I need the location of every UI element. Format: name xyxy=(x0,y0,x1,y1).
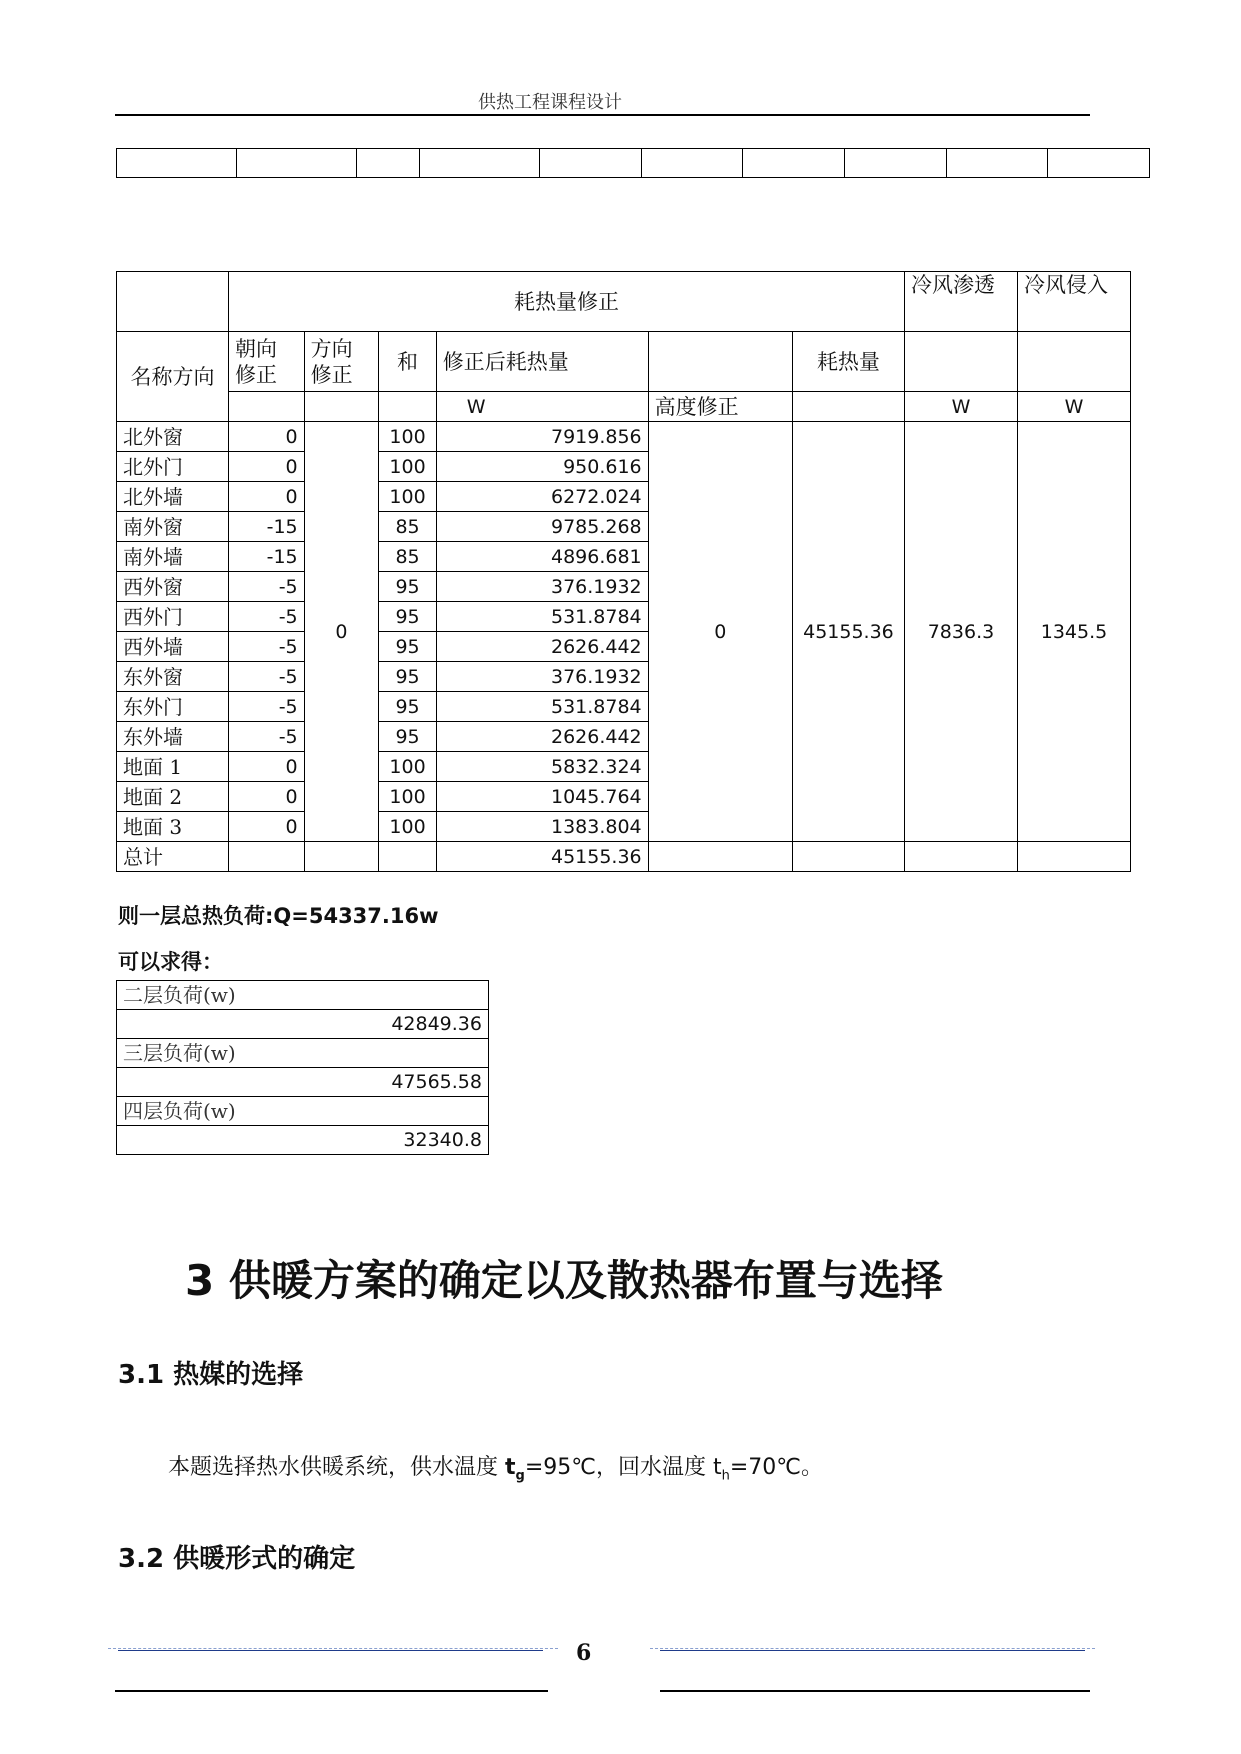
row-corrected-value: 531.8784 xyxy=(436,692,648,722)
row-corrected-value: 376.1932 xyxy=(436,572,648,602)
footer-line-right xyxy=(660,1650,1085,1651)
row-name: 东外墙 xyxy=(117,722,229,752)
row-corrected-value: 1383.804 xyxy=(436,812,648,842)
row-orientation: 0 xyxy=(228,752,304,782)
unit-w-3: W xyxy=(1017,392,1130,422)
floor-label: 三层负荷(w) xyxy=(117,1039,489,1068)
floor-value: 47565.58 xyxy=(117,1068,489,1097)
row-orientation: 0 xyxy=(228,782,304,812)
row-name: 东外窗 xyxy=(117,662,229,692)
para-text: 本题选择热水供暖系统，供水温度 xyxy=(168,1455,505,1480)
th-symbol: t xyxy=(712,1455,722,1480)
height-value: 0 xyxy=(648,422,792,842)
row-name: 西外墙 xyxy=(117,632,229,662)
row-orientation: -15 xyxy=(228,512,304,542)
header-name: 名称方向 xyxy=(117,332,229,422)
row-corrected-value: 5832.324 xyxy=(436,752,648,782)
row-corrected-value: 376.1932 xyxy=(436,662,648,692)
floor-label: 四层负荷(w) xyxy=(117,1097,489,1126)
row-orientation: 0 xyxy=(228,812,304,842)
unit-w-2: W xyxy=(904,392,1017,422)
row-name: 南外墙 xyxy=(117,542,229,572)
row-name: 地面 1 xyxy=(117,752,229,782)
tg-value: =95℃，回水温度 xyxy=(524,1455,713,1480)
row-sum: 100 xyxy=(379,812,437,842)
corner-cell xyxy=(117,272,229,332)
row-sum: 95 xyxy=(379,602,437,632)
row-corrected-value: 2626.442 xyxy=(436,722,648,752)
row-orientation: -5 xyxy=(228,572,304,602)
header-intrusion: 冷风侵入 xyxy=(1017,272,1130,332)
header-correction: 耗热量修正 xyxy=(228,272,904,332)
obtain-label: 可以求得： xyxy=(118,950,223,974)
section-title-3-1: 3.1 热媒的选择 xyxy=(118,1360,304,1390)
direction-value: 0 xyxy=(304,422,379,842)
footer-rule-left xyxy=(115,1690,548,1692)
row-orientation: 0 xyxy=(228,422,304,452)
footer-dash-left xyxy=(108,1648,558,1649)
row-name: 北外墙 xyxy=(117,482,229,512)
heat-rows xyxy=(117,422,1131,842)
th-value: =70℃。 xyxy=(729,1455,824,1480)
heat-value: 45155.36 xyxy=(792,422,904,842)
unit-blank-2 xyxy=(304,392,379,422)
row-sum: 100 xyxy=(379,752,437,782)
row-orientation: -5 xyxy=(228,692,304,722)
floor-load-table xyxy=(116,980,489,1155)
row-orientation: 0 xyxy=(228,452,304,482)
row-orientation: -5 xyxy=(228,662,304,692)
header-rule xyxy=(115,114,1090,116)
floor-value: 32340.8 xyxy=(117,1126,489,1155)
header-blank-2 xyxy=(904,332,1017,392)
unit-blank-4 xyxy=(792,392,904,422)
row-name: 南外窗 xyxy=(117,512,229,542)
infiltration-value: 7836.3 xyxy=(904,422,1017,842)
row-orientation: -5 xyxy=(228,632,304,662)
tg-symbol: t xyxy=(505,1455,516,1480)
row-corrected-value: 950.616 xyxy=(436,452,648,482)
header-sum: 和 xyxy=(379,332,437,392)
heat-table-row xyxy=(117,422,1131,452)
header-direction: 方向修正 xyxy=(304,332,379,392)
row-name: 北外窗 xyxy=(117,422,229,452)
row-name: 北外门 xyxy=(117,452,229,482)
total-label: 总计 xyxy=(117,842,229,872)
row-sum: 100 xyxy=(379,452,437,482)
row-sum: 100 xyxy=(379,422,437,452)
row-corrected-value: 4896.681 xyxy=(436,542,648,572)
row-orientation: -15 xyxy=(228,542,304,572)
floor-label: 二层负荷(w) xyxy=(117,981,489,1010)
row-corrected-value: 6272.024 xyxy=(436,482,648,512)
previous-table-fragment xyxy=(116,148,1150,178)
row-corrected-value: 1045.764 xyxy=(436,782,648,812)
page-number: 6 xyxy=(576,1640,592,1666)
page-header-title: 供热工程课程设计 xyxy=(478,92,622,113)
intrusion-value: 1345.5 xyxy=(1017,422,1130,842)
header-blank xyxy=(648,332,792,392)
row-sum: 95 xyxy=(379,662,437,692)
row-name: 西外窗 xyxy=(117,572,229,602)
header-heat-label: 耗热量 xyxy=(792,332,904,392)
unit-blank-3 xyxy=(379,392,437,422)
row-name: 地面 3 xyxy=(117,812,229,842)
row-sum: 85 xyxy=(379,542,437,572)
row-corrected-value: 2626.442 xyxy=(436,632,648,662)
header-corrected: 修正后耗热量 xyxy=(436,332,648,392)
row-orientation: 0 xyxy=(228,482,304,512)
header-infiltration: 冷风渗透 xyxy=(904,272,1017,332)
unit-w: W xyxy=(436,392,648,422)
tg-subscript: g xyxy=(515,1468,525,1484)
row-sum: 100 xyxy=(379,482,437,512)
unit-blank-1 xyxy=(228,392,304,422)
row-sum: 95 xyxy=(379,572,437,602)
first-floor-total-load: 则一层总热负荷:Q=54337.16w xyxy=(118,904,439,928)
row-sum: 95 xyxy=(379,632,437,662)
row-sum: 95 xyxy=(379,692,437,722)
header-height: 高度修正 xyxy=(648,392,792,422)
th-subscript: h xyxy=(721,1468,730,1484)
floor-value: 42849.36 xyxy=(117,1010,489,1039)
header-orientation: 朝向修正 xyxy=(228,332,304,392)
section-title-3-2: 3.2 供暖形式的确定 xyxy=(118,1544,356,1574)
heat-load-table xyxy=(116,271,1131,872)
footer-dash-right xyxy=(650,1648,1095,1649)
row-corrected-value: 531.8784 xyxy=(436,602,648,632)
row-corrected-value: 9785.268 xyxy=(436,512,648,542)
row-name: 西外门 xyxy=(117,602,229,632)
row-orientation: -5 xyxy=(228,722,304,752)
total-value: 45155.36 xyxy=(436,842,648,872)
row-corrected-value: 7919.856 xyxy=(436,422,648,452)
chapter-title: 3 供暖方案的确定以及散热器布置与选择 xyxy=(185,1256,943,1305)
heat-medium-paragraph xyxy=(168,1450,823,1483)
footer-line-left xyxy=(118,1650,543,1651)
row-sum: 95 xyxy=(379,722,437,752)
row-name: 地面 2 xyxy=(117,782,229,812)
row-name: 东外门 xyxy=(117,692,229,722)
header-blank-3 xyxy=(1017,332,1130,392)
row-sum: 100 xyxy=(379,782,437,812)
row-orientation: -5 xyxy=(228,602,304,632)
footer-rule-right xyxy=(660,1690,1090,1692)
row-sum: 85 xyxy=(379,512,437,542)
